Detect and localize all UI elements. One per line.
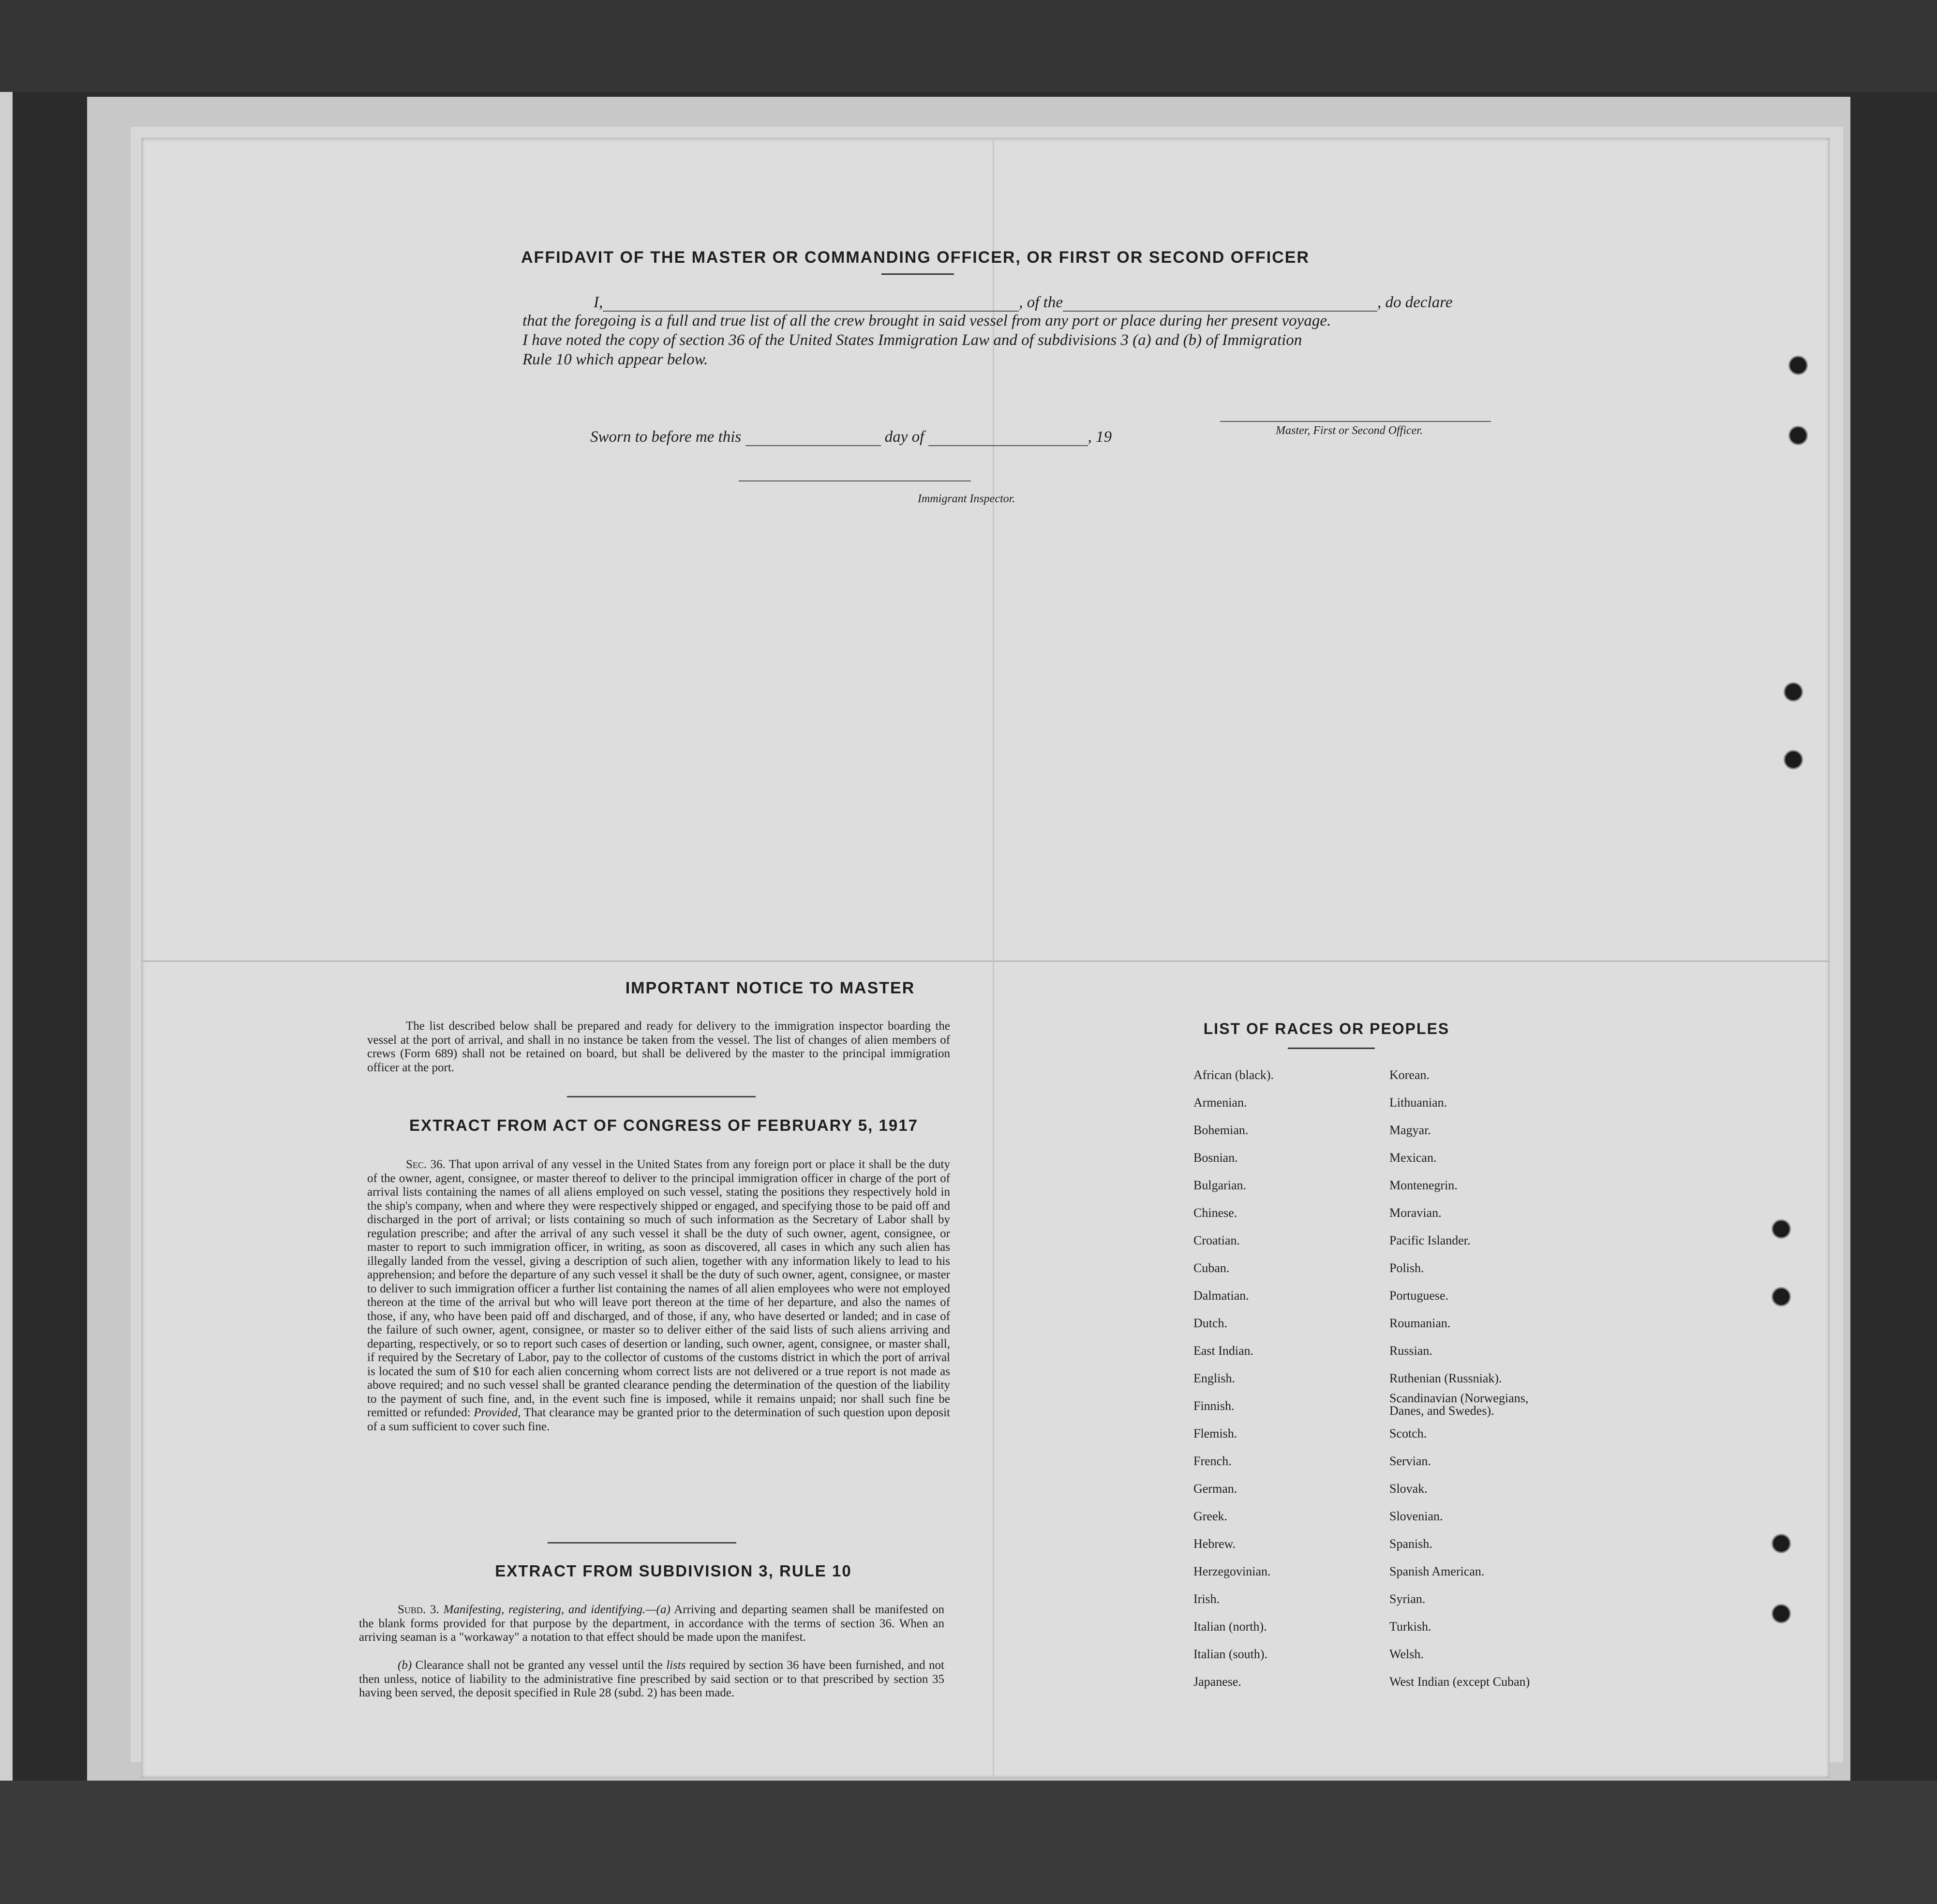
- affidavit-title: AFFIDAVIT OF THE MASTER OR COMMANDING OFFICER, OR FIRST OR SECOND OFFICER: [521, 248, 1310, 267]
- lists-word: lists: [666, 1659, 686, 1672]
- master-signature-line: [1220, 421, 1491, 422]
- race-item: Armenian.: [1193, 1095, 1247, 1109]
- notice-text: The list described below shall be prepared and ready for delivery to the immigration inspector boarding the vessel at the port of arrival, and shall in no instance be taken from the vessel. The list of changes of alien members of crews (Form 689) shall not be retained on board, but shall be delivered by the master to the principal immigration officer at the port.: [367, 1019, 950, 1074]
- document-page: [141, 138, 1830, 1778]
- race-item: West Indian (except Cuban): [1389, 1675, 1530, 1689]
- affidavit-title-rule: [881, 273, 954, 275]
- inspector-signature-line: [739, 480, 971, 481]
- day-of-label: day of: [884, 428, 924, 446]
- races-column-1: [1193, 1061, 1274, 1695]
- provided-word: Provided,: [474, 1406, 521, 1419]
- races-title-rule: [1288, 1048, 1375, 1049]
- race-item: Slovenian.: [1389, 1509, 1443, 1523]
- race-item: Bulgarian.: [1193, 1178, 1247, 1192]
- race-item: Croatian.: [1193, 1233, 1240, 1247]
- punch-hole: [1788, 426, 1808, 445]
- affidavit-of-the: , of the: [1019, 294, 1063, 311]
- race-item: Welsh.: [1389, 1647, 1424, 1661]
- extract-rule-text-a: [359, 1603, 944, 1645]
- race-item: Chinese.: [1193, 1206, 1237, 1220]
- race-item: Bohemian.: [1193, 1123, 1249, 1137]
- race-item: German.: [1193, 1482, 1237, 1496]
- race-item: African (black).: [1193, 1068, 1274, 1082]
- race-item: Lithuanian.: [1389, 1095, 1447, 1109]
- subd-text-b2: required by section 36 have been furnished, and not then unless, notice of liability to the administrative fine prescribed by said section or to that prescribed by section 35 having been served, the deposit specified in Rule 28 (subd. 2) has been made.: [359, 1659, 945, 1699]
- name-blank: [603, 297, 1019, 312]
- race-item: Syrian.: [1389, 1592, 1426, 1606]
- punch-hole: [1772, 1534, 1791, 1553]
- punch-hole: [1772, 1604, 1791, 1623]
- race-item: East Indian.: [1193, 1344, 1254, 1358]
- race-item: Turkish.: [1389, 1619, 1431, 1634]
- race-item: Italian (north).: [1193, 1619, 1267, 1634]
- master-signature-label: Master, First or Second Officer.: [1276, 424, 1423, 437]
- race-item: English.: [1193, 1371, 1235, 1385]
- race-item: Dutch.: [1193, 1316, 1228, 1330]
- sworn-line: [590, 428, 1112, 446]
- sworn-month-blank: [928, 432, 1088, 446]
- extract-rule-text-b: [359, 1659, 944, 1700]
- adjacent-page-edge: [0, 92, 13, 1781]
- notice-rule: [567, 1096, 756, 1097]
- race-item: Bosnian.: [1193, 1151, 1238, 1165]
- affidavit-do-declare: , do declare: [1377, 294, 1453, 311]
- race-item: Flemish.: [1193, 1426, 1237, 1440]
- sec-label: Sec. 36.: [406, 1158, 446, 1171]
- year-label: , 19: [1088, 428, 1112, 446]
- affidavit-line-1: [594, 294, 1452, 312]
- race-item: Dalmatian.: [1193, 1289, 1249, 1303]
- notice-title: IMPORTANT NOTICE TO MASTER: [625, 979, 915, 997]
- sworn-label: Sworn to before me this: [590, 428, 742, 446]
- affidavit-line-2: that the foregoing is a full and true list of all the crew brought in said vessel from any port or place during her present voyage.: [522, 312, 1331, 330]
- sec-text-b: That clearance may be granted prior to the determination of such question upon deposit of a sum sufficient to cover such fine.: [367, 1406, 950, 1433]
- extract-act-rule: [548, 1542, 736, 1544]
- race-item: Portuguese.: [1389, 1289, 1449, 1303]
- vertical-fold: [993, 138, 994, 1778]
- race-item: Moravian.: [1389, 1206, 1442, 1220]
- affidavit-i-label: I,: [594, 294, 603, 311]
- race-item: Mexican.: [1389, 1151, 1437, 1165]
- race-item: Scotch.: [1389, 1426, 1427, 1440]
- b-label: (b): [398, 1659, 412, 1672]
- race-item: Servian.: [1389, 1454, 1431, 1468]
- affidavit-line-3: I have noted the copy of section 36 of the United States Immigration Law and of subdivisions 3 (a) and (b) of Immigration: [522, 331, 1302, 349]
- race-item: Pacific Islander.: [1389, 1233, 1471, 1247]
- subd-text-b1: Clearance shall not be granted any vessel until the: [415, 1659, 663, 1672]
- race-item: Hebrew.: [1193, 1537, 1236, 1551]
- subd-label: Subd. 3.: [398, 1603, 439, 1616]
- races-title: LIST OF RACES OR PEOPLES: [1203, 1020, 1450, 1037]
- extract-act-title: EXTRACT FROM ACT OF CONGRESS OF FEBRUARY 5, 1917: [409, 1116, 918, 1134]
- race-item: Ruthenian (Russniak).: [1389, 1371, 1502, 1385]
- subd-text-a: Arriving and departing seamen shall be manifested on the blank forms provided for that purpose by the department, in accordance with the terms of section 36. When an arriving seaman is a "workaway" a notation to that effect should be made upon the manifest.: [359, 1603, 945, 1644]
- vessel-blank: [1063, 297, 1377, 312]
- race-item: Japanese.: [1193, 1675, 1241, 1689]
- sworn-day-blank: [745, 432, 881, 446]
- race-item: Polish.: [1389, 1261, 1424, 1275]
- race-item: Roumanian.: [1389, 1316, 1451, 1330]
- punch-hole: [1772, 1287, 1791, 1306]
- race-item: Italian (south).: [1193, 1647, 1268, 1661]
- subd-heading: Manifesting, registering, and identifying.—(a): [443, 1603, 670, 1616]
- race-item: Montenegrin.: [1389, 1178, 1458, 1192]
- race-item: Russian.: [1389, 1344, 1432, 1358]
- race-item: Spanish American.: [1389, 1564, 1485, 1578]
- punch-hole: [1788, 356, 1808, 375]
- punch-hole: [1772, 1219, 1791, 1239]
- race-item: Scandinavian (Norwegians, Danes, and Swedes).: [1389, 1391, 1529, 1418]
- inspector-signature-label: Immigrant Inspector.: [918, 493, 1015, 505]
- film-border-top: [0, 0, 1937, 92]
- race-item: Cuban.: [1193, 1261, 1230, 1275]
- race-item: Korean.: [1389, 1068, 1430, 1082]
- race-item: Herzegovinian.: [1193, 1564, 1271, 1578]
- race-item: French.: [1193, 1454, 1232, 1468]
- race-item: Irish.: [1193, 1592, 1220, 1606]
- race-item: Finnish.: [1193, 1399, 1235, 1413]
- extract-act-text: [367, 1158, 950, 1434]
- film-border-bottom: [0, 1781, 1937, 1904]
- affidavit-line-4: Rule 10 which appear below.: [522, 351, 708, 368]
- race-item: Magyar.: [1389, 1123, 1431, 1137]
- horizontal-fold: [141, 960, 1830, 962]
- punch-hole: [1784, 682, 1803, 702]
- races-column-2: [1389, 1061, 1564, 1695]
- punch-hole: [1784, 750, 1803, 769]
- race-item: Spanish.: [1389, 1537, 1432, 1551]
- sec-text-a: That upon arrival of any vessel in the United States from any foreign port or place it shall be the duty of the owner, agent, consignee, or master thereof to deliver to the principal immigration officer in charge of the port of arrival lists containing the names of all aliens employed on such vessel, stating the positions they respectively hold in the ship's company, when and where they were respectively shipped or engaged, and specifying those to be paid off and discharged in the port of arrival; or lists containing so much of such information as the Secretary of Labor shall by regulation prescribe; and after the arrival of any such vessel it shall be the duty of such owner, agent, consignee, or master to report to such immigration officer, in writing, as soon as discovered, all cases in which any such alien has illegally landed from the vessel, giving a description of such alien, together with any information likely to lead to his apprehension; and before the departure of any such vessel it shall be the duty of such owner, agent, consignee, or master to deliver to such immigration officer a further list containing the names of all alien employees who were not employed thereon at the time of the arrival but who will leave port thereon at the time of her departure, and also the names of those, if any, who have been paid off and discharged, and of those, if any, who have deserted or landed; and in case of the failure of such owner, agent, consignee, or master so to deliver either of the said lists of such aliens arriving and departing, respectively, or so to report such cases of desertion or landing, such owner, agent, consignee, or master shall, if required by the Secretary of Labor, pay to the collector of customs of the customs district in which the port of arrival is located the sum of $10 for each alien concerning whom correct lists are not delivered or a true report is not made as above required; and no such vessel shall be granted clearance pending the determination of the question of the liability to the payment of such fine, and, in the event such fine is imposed, while it remains unpaid; nor shall such fine be remitted or refunded:: [367, 1158, 950, 1419]
- race-item: Greek.: [1193, 1509, 1228, 1523]
- race-item: Slovak.: [1389, 1482, 1428, 1496]
- extract-rule-title: EXTRACT FROM SUBDIVISION 3, RULE 10: [495, 1562, 852, 1580]
